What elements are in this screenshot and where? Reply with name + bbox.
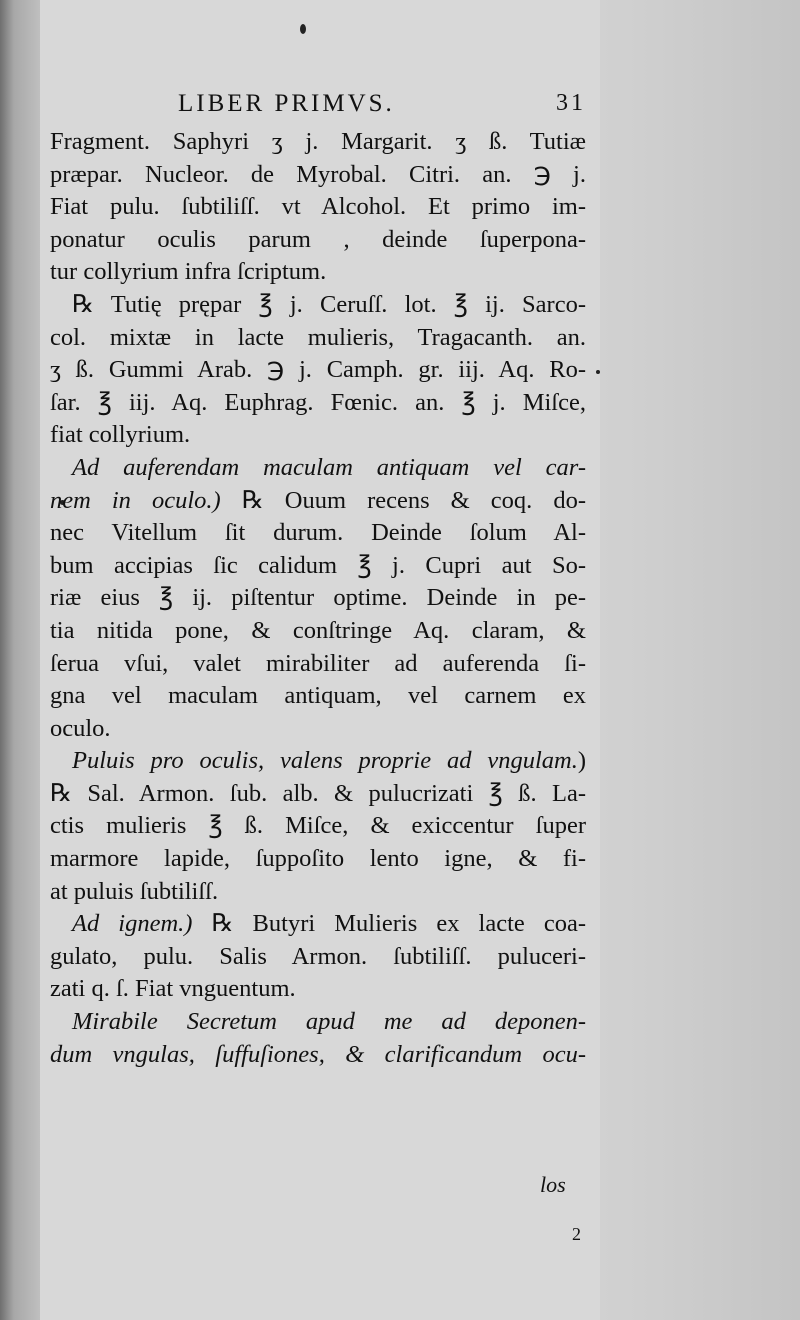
text-line: Ad auferendam maculam antiquam vel car- [72,453,586,481]
text-line [50,485,586,518]
text-line: ctis mulieris ℥ ß. Miſce, & exiccentur ſuper [50,812,586,840]
italic-run: nem in oculo.) [50,486,221,514]
running-header [50,86,586,126]
text-line: nec Vitellum ſit durum. Deinde ſolum Al- [50,519,586,547]
signature-mark: 2 [572,1224,581,1244]
text-line: ponatur oculis parum , deinde ſuperpona- [50,225,586,253]
text-line: gulato, pulu. Salis Armon. ſubtiliſſ. puluceri- [50,942,586,970]
page-text [50,86,586,1071]
page-number: 31 [556,90,586,116]
text-line: tur collyrium infra ſcriptum. [50,258,327,286]
text-line: gna vel maculam antiquam, vel carnem ex [50,682,586,710]
text-line: zati q. ſ. Fiat vnguentum. [50,975,296,1003]
text-line: tia nitida pone, & conſtringe Aq. claram, & [50,616,586,644]
roman-run: ) [577,747,586,775]
text-line: Mirabile Secretum apud me ad deponen- [72,1008,586,1036]
text-line: bum accipias ſic calidum ℥ j. Cupri aut So- [50,551,586,579]
roman-run: ℞ Ouum recens & coq. do- [220,486,586,514]
text-line: fiat collyrium. [50,421,191,449]
text-line: col. mixtæ in lacte mulieris, Tragacanth. an. [50,323,586,351]
text-lines [50,126,586,1071]
roman-run: ℞ Butyri Mulieris ex lacte coa- [192,910,586,938]
text-line: dum vngulas, ſuffuſiones, & clarificandum ocu- [50,1040,586,1068]
running-title: LIBER PRIMVS. [178,90,395,117]
text-line: ℞ Sal. Armon. ſub. alb. & pulucrizati ℥ ß. La- [50,779,586,807]
text-line: ſar. ℥ iij. Aq. Euphrag. Fœnic. an. ℥ j. Miſce, [50,388,586,416]
catchword: los [540,1172,566,1197]
text-line: at puluis ſubtiliſſ. [50,877,219,905]
text-line: præpar. Nucleor. de Myrobal. Citri. an. ℈ j. [50,160,586,188]
text-line: marmore lapide, ſuppoſito lento igne, & fi- [50,845,586,873]
text-line: oculo. [50,714,111,742]
ink-speck [300,24,306,34]
text-line: Fiat pulu. ſubtiliſſ. vt Alcohol. Et primo im- [50,193,586,221]
ink-speck [596,370,600,374]
text-line: ſerua vſui, valet mirabiliter ad auferenda ſi- [50,649,586,677]
text-line [50,745,586,778]
italic-run: Ad ignem.) [72,910,193,938]
italic-run: Puluis pro oculis, valens proprie ad vngulam. [72,747,578,775]
text-line [50,908,586,941]
text-line: ʒ ß. Gummi Arab. ℈ j. Camph. gr. iij. Aq. Ro- [50,356,586,384]
binding-gutter [0,0,40,1320]
text-line: Fragment. Saphyri ʒ j. Margarit. ʒ ß. Tutiæ [50,128,586,155]
text-line: riæ eius ℥ ij. piſtentur optime. Deinde in pe- [50,584,586,612]
text-line: ℞ Tutię prępar ℥ j. Ceruſſ. lot. ℥ ij. Sarco- [72,290,586,318]
